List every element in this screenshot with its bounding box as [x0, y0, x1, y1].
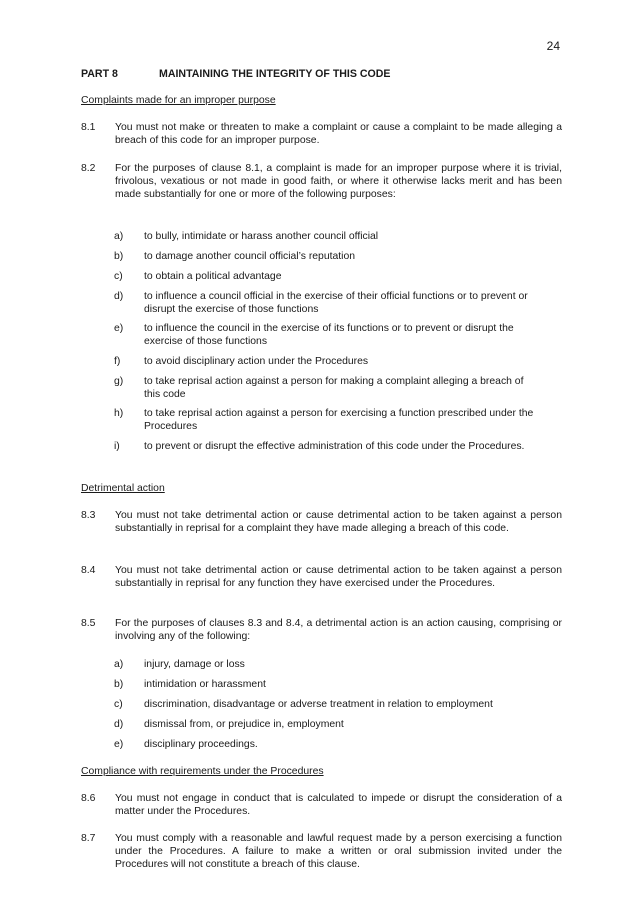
- item-text: to prevent or disrupt the effective administration of this code under the Procedures.: [144, 441, 525, 452]
- item-number: g): [114, 376, 124, 387]
- item-number: d): [114, 719, 124, 730]
- clause-8-6: [81, 792, 562, 818]
- item-number: a): [114, 659, 124, 670]
- clause-number: 8.3: [81, 510, 96, 521]
- list-item: [114, 355, 534, 368]
- list-item: [114, 658, 534, 671]
- clause-text: For the purposes of clause 8.1, a complaint is made for an improper purpose where it is trivial, frivolous, vexatious or not made in good faith, or where it otherwise lacks merit and has been made substantially for one or more of the following purposes:: [115, 163, 562, 200]
- item-text: to influence a council official in the exercise of their official functions or to prevent or disrupt the exercise of those functions: [144, 291, 528, 315]
- item-number: b): [114, 679, 124, 690]
- item-number: e): [114, 323, 124, 334]
- clause-8-7: [81, 832, 562, 871]
- clause-number: 8.2: [81, 163, 96, 174]
- item-number: h): [114, 408, 124, 419]
- item-number: i): [114, 441, 120, 452]
- item-number: c): [114, 271, 123, 282]
- list-item: [114, 718, 534, 731]
- item-number: a): [114, 231, 124, 242]
- item-text: injury, damage or loss: [144, 659, 245, 670]
- list-item: [114, 322, 534, 348]
- clause-8-5: [81, 617, 562, 643]
- item-text: intimidation or harassment: [144, 679, 266, 690]
- clause-8-2: [81, 162, 562, 201]
- clause-number: 8.7: [81, 833, 96, 844]
- clause-text: You must not take detrimental action or cause detrimental action to be taken against a person substantially in reprisal for a complaint they have made alleging a breach of this code.: [115, 510, 562, 534]
- item-number: c): [114, 699, 123, 710]
- list-item: [114, 270, 534, 283]
- item-number: b): [114, 251, 124, 262]
- item-text: to obtain a political advantage: [144, 271, 282, 282]
- list-item: [114, 290, 534, 316]
- clause-number: 8.1: [81, 122, 96, 133]
- item-number: e): [114, 739, 124, 750]
- item-text: to damage another council official’s reputation: [144, 251, 356, 262]
- list-item: [114, 407, 534, 433]
- clause-8-1: [81, 121, 562, 147]
- clause-text: You must comply with a reasonable and lawful request made by a person exercising a function under the Procedures. A failure to make a written or oral submission invited under the Procedures will not constitute a breach of this clause.: [115, 833, 562, 870]
- list-item: [114, 375, 534, 401]
- clause-8-3: [81, 509, 562, 535]
- item-text: dismissal from, or prejudice in, employment: [144, 719, 344, 730]
- part-title: MAINTAINING THE INTEGRITY OF THIS CODE: [159, 68, 391, 80]
- clause-text: You must not engage in conduct that is calculated to impede or disrupt the consideration of a matter under the Procedures.: [115, 793, 562, 817]
- section-heading-compliance: Compliance with requirements under the Procedures: [81, 766, 324, 777]
- clause-number: 8.5: [81, 618, 96, 629]
- item-text: to bully, intimidate or harass another council official: [144, 231, 379, 242]
- part-heading: [81, 68, 391, 81]
- item-number: f): [114, 356, 121, 367]
- item-text: to influence the council in the exercise of its functions or to prevent or disrupt the exercise of those functions: [144, 323, 514, 347]
- section-heading-detrimental: Detrimental action: [81, 483, 165, 494]
- item-number: d): [114, 291, 124, 302]
- list-item: [114, 440, 538, 453]
- list-item: [114, 678, 534, 691]
- list-item: [114, 698, 534, 711]
- page-number: 24: [546, 39, 560, 53]
- item-text: to take reprisal action against a person for making a complaint alleging a breach of this code: [144, 376, 524, 400]
- list-item: [114, 230, 534, 243]
- clause-text: For the purposes of clauses 8.3 and 8.4, a detrimental action is an action causing, comprising or involving any of the following:: [115, 618, 562, 642]
- clause-number: 8.4: [81, 565, 96, 576]
- item-text: discrimination, disadvantage or adverse treatment in relation to employment: [144, 699, 493, 710]
- part-number: PART 8: [81, 68, 118, 80]
- clause-text: You must not take detrimental action or cause detrimental action to be taken against a person substantially in reprisal for any function they have exercised under the Procedures.: [115, 565, 562, 589]
- item-text: to take reprisal action against a person for exercising a function prescribed under the Procedures: [144, 408, 534, 432]
- clause-text: You must not make or threaten to make a complaint or cause a complaint to be made alleging a breach of this code for an improper purpose.: [115, 122, 562, 146]
- clause-number: 8.6: [81, 793, 96, 804]
- section-heading-complaints: Complaints made for an improper purpose: [81, 95, 276, 106]
- clause-8-4: [81, 564, 562, 590]
- item-text: disciplinary proceedings.: [144, 739, 258, 750]
- item-text: to avoid disciplinary action under the Procedures: [144, 356, 369, 367]
- list-item: [114, 250, 534, 263]
- list-item: [114, 738, 534, 751]
